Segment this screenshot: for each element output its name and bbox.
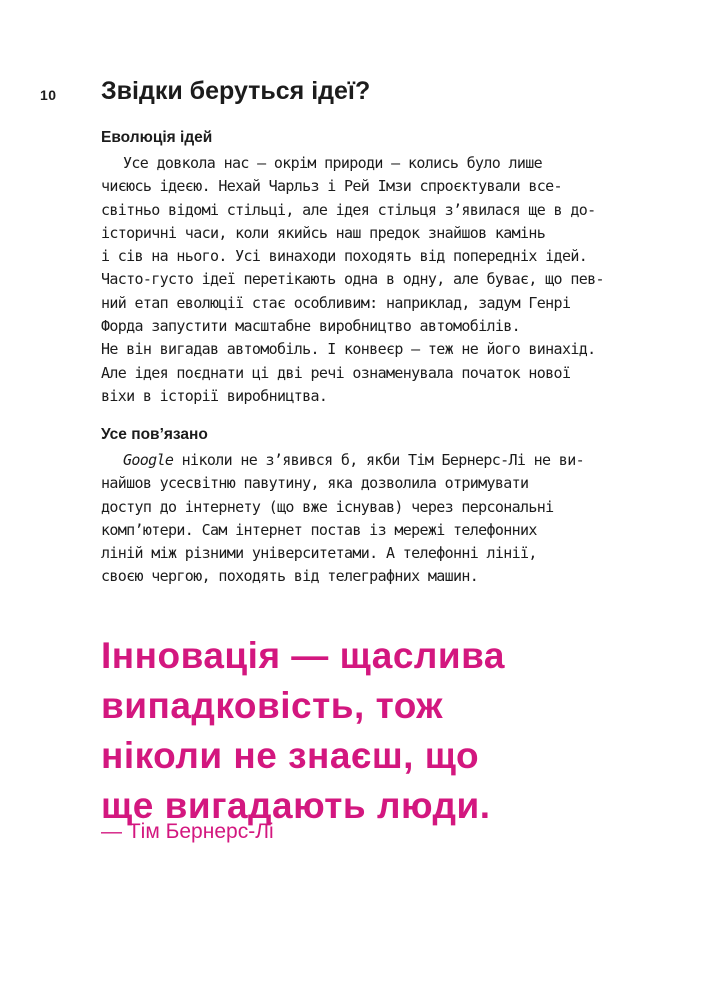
paragraph-line: ний етап еволюції стає особливим: наприклад, задум Генрі	[101, 293, 571, 312]
paragraph-line: чиєюсь ідеєю. Нехай Чарльз і Рей Імзи спроєктували все-	[101, 177, 562, 196]
paragraph-line: Не він вигадав автомобіль. І конвеєр – теж не його винахід.	[101, 340, 596, 359]
pull-quote	[101, 631, 505, 831]
paragraph-line: історичні часи, коли якийсь наш предок знайшов камінь	[101, 223, 546, 242]
quote-attribution: — Тім Бернерс-Лі	[101, 820, 274, 843]
quote-line: ніколи не знаєш, що	[101, 735, 480, 776]
paragraph-line: своєю чергою, походять від телеграфних машин.	[101, 567, 479, 586]
quote-line: ще вигадають люди.	[101, 785, 491, 826]
paragraph-line: світньо відомі стільці, але ідея стільця з’явилася ще в до-	[101, 200, 596, 219]
paragraph-line: Часто-густо ідеї перетікають одна в одну, але буває, що пев-	[101, 270, 604, 289]
paragraph-line: віхи в історії виробництва.	[101, 386, 328, 405]
page-title: Звідки беруться ідеї?	[101, 77, 371, 105]
paragraph-line-rest: ніколи не з’явився б, якби Тім Бернерс-Лі не ви-	[173, 451, 584, 469]
section-heading: Усе пов’язано	[101, 426, 208, 443]
paragraph-line: комп’ютери. Сам інтернет постав із мережі телефонних	[101, 520, 537, 539]
google-word: Google	[123, 451, 174, 469]
quote-line: випадковість, тож	[101, 685, 444, 726]
paragraph-line: ліній між різними університетами. А телефонні лінії,	[101, 544, 537, 563]
paragraph-line: Усе довкола нас – окрім природи – колись було лише	[123, 154, 543, 172]
paragraph-line: Але ідея поєднати ці дві речі ознаменувала початок нової	[101, 363, 571, 382]
section-heading: Еволюція ідей	[101, 129, 213, 146]
paragraph-line: доступ до інтернету (що вже існував) через персональні	[101, 497, 554, 516]
page-number: 10	[40, 87, 57, 103]
paragraph-line: і сів на нього. Усі винаходи походять від попередніх ідей.	[101, 247, 588, 266]
paragraph-line: Форда запустити масштабне виробництво автомобілів.	[101, 317, 521, 336]
section-connected	[101, 424, 601, 589]
paragraph-line	[101, 449, 601, 472]
paragraph-line: найшов усесвітню павутину, яка дозволила отримувати	[101, 474, 529, 493]
quote-line: Інновація — щаслива	[101, 635, 505, 676]
section-evolution	[101, 127, 604, 408]
